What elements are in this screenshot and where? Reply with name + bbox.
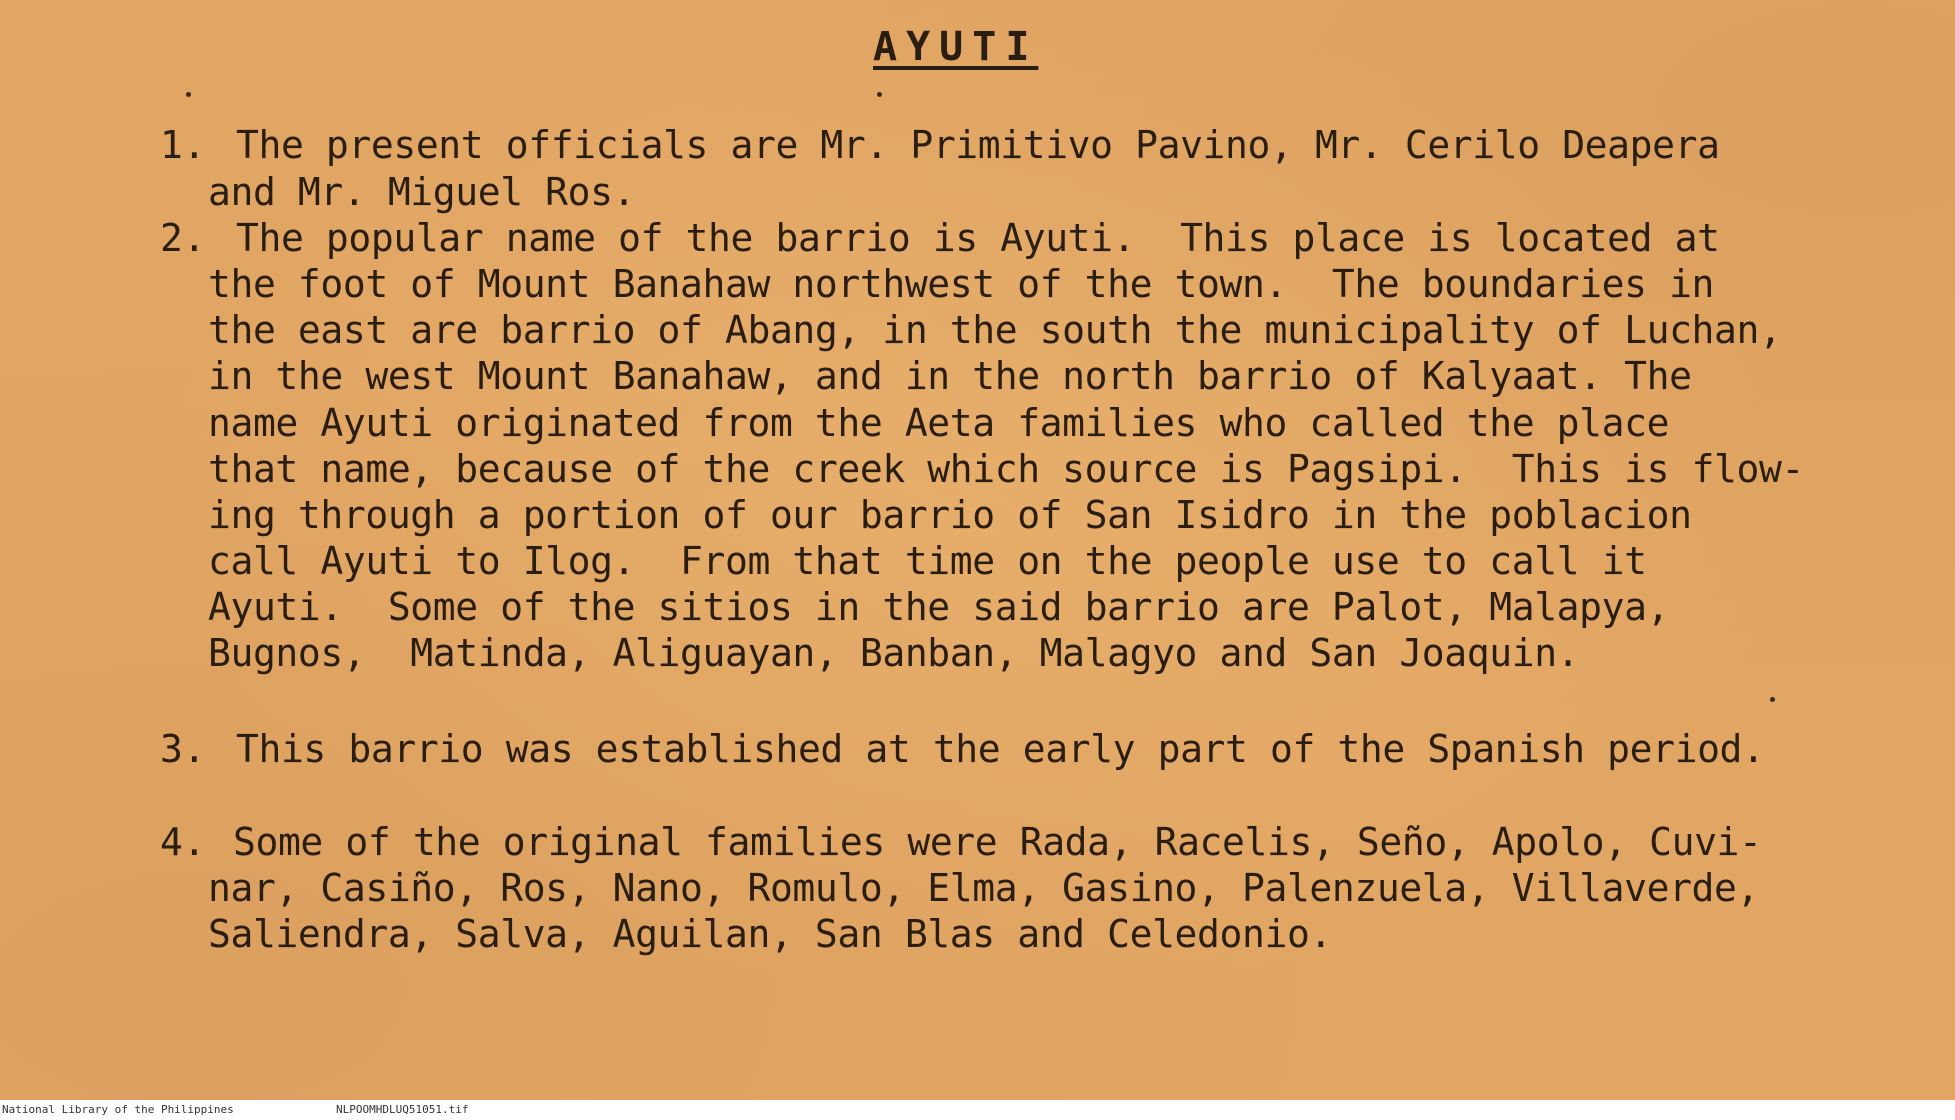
- item-3-number: 3.: [160, 727, 206, 771]
- item-4-line-1: Some of the original families were Rada, Racelis, Seño, Apolo, Cuvi-: [233, 820, 1762, 864]
- item-1-number: 1.: [160, 123, 206, 167]
- item-2-line-1: The popular name of the barrio is Ayuti. This place is located at: [236, 216, 1720, 260]
- item-1-line-2: and Mr. Miguel Ros.: [208, 170, 636, 214]
- item-2-line-5: name Ayuti originated from the Aeta families who called the place: [208, 401, 1670, 445]
- item-2-number: 2.: [160, 216, 206, 260]
- item-3-line-1: This barrio was established at the early part of the Spanish period.: [236, 727, 1765, 771]
- item-4-line-2: nar, Casiño, Ros, Nano, Romulo, Elma, Gasino, Palenzuela, Villaverde,: [208, 866, 1759, 910]
- item-2-line-10: Bugnos, Matinda, Aliguayan, Banban, Malagyo and San Joaquin.: [208, 631, 1580, 675]
- item-2-line-3: the east are barrio of Abang, in the south the municipality of Luchan,: [208, 308, 1782, 352]
- item-2-line-9: Ayuti. Some of the sitios in the said barrio are Palot, Malapya,: [208, 585, 1670, 629]
- item-2-line-6: that name, because of the creek which source is Pagsipi. This is flow-: [208, 447, 1804, 491]
- item-2-line-7: ing through a portion of our barrio of San Isidro in the poblacion: [208, 493, 1692, 537]
- item-2-line-2: the foot of Mount Banahaw northwest of the town. The boundaries in: [208, 262, 1715, 306]
- paper-speck: [186, 92, 191, 97]
- footer-filename: NLPOOMHDLUQ51051.tif: [336, 1103, 469, 1116]
- document-title: AYUTI: [873, 24, 1039, 70]
- item-2-line-8: call Ayuti to Ilog. From that time on the people use to call it: [208, 539, 1647, 583]
- item-4-number: 4.: [160, 820, 206, 864]
- item-4-line-3: Saliendra, Salva, Aguilan, San Blas and Celedonio.: [208, 912, 1332, 956]
- paper-speck: [1770, 697, 1775, 702]
- item-2-line-4: in the west Mount Banahaw, and in the north barrio of Kalyaat. The: [208, 354, 1692, 398]
- scan-footer: [0, 1100, 1955, 1120]
- item-1-line-1: The present officials are Mr. Primitivo Pavino, Mr. Cerilo Deapera: [236, 123, 1720, 167]
- footer-library: National Library of the Philippines: [2, 1103, 234, 1116]
- paper-speck: [877, 92, 882, 97]
